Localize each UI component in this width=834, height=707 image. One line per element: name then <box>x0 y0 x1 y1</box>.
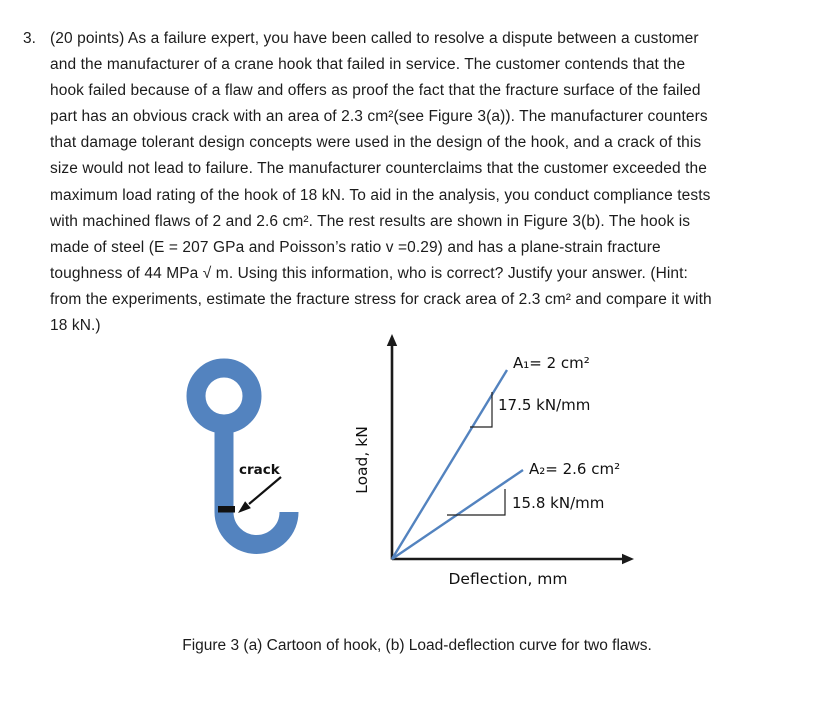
problem-number: 3. <box>23 30 36 47</box>
problem-line: part has an obvious crack with an area of 2.3 cm²(see Figure 3(a)). The manufacturer counters <box>50 108 708 126</box>
load-deflection-chart <box>340 332 650 594</box>
series-a2-label: A₂= 2.6 cm² <box>529 460 621 478</box>
series-a1-label: A₁= 2 cm² <box>513 354 590 372</box>
hook-eye-ring <box>196 368 252 424</box>
crack-label: crack <box>239 462 280 478</box>
hook-curve <box>224 512 289 545</box>
problem-line: toughness of 44 MPa √ m. Using this information, who is correct? Justify your answer. (Hint: <box>50 264 688 282</box>
slope-triangle-a1 <box>470 392 492 427</box>
problem-line: 18 kN.) <box>50 317 101 335</box>
hook-cartoon-figure <box>160 350 340 590</box>
problem-line: from the experiments, estimate the fracture stress for crack area of 2.3 cm² and compare it with <box>50 290 712 308</box>
y-axis-title: Load, kN <box>353 426 371 494</box>
problem-line: with machined flaws of 2 and 2.6 cm². The rest results are shown in Figure 3(b). The hook is <box>50 212 691 230</box>
problem-line: that damage tolerant design concepts were used in the design of the hook, and a crack of this <box>50 134 702 152</box>
problem-line: maximum load rating of the hook of 18 kN. To aid in the analysis, you conduct compliance tests <box>50 186 711 204</box>
problem-line: made of steel (E = 207 GPa and Poisson’s ratio v =0.29) and has a plane-strain fracture <box>50 238 661 256</box>
hook-shape <box>196 368 289 545</box>
y-axis-arrowhead-icon <box>387 334 397 346</box>
series-line-a1 <box>392 370 507 559</box>
x-axis-arrowhead-icon <box>622 554 634 564</box>
x-axis-title: Deflection, mm <box>448 570 568 588</box>
problem-line: hook failed because of a flaw and offers as proof the fact that the fracture surface of the failed <box>50 82 701 100</box>
problem-statement <box>50 26 810 339</box>
problem-line: and the manufacturer of a crane hook that failed in service. The customer contends that the <box>50 56 686 74</box>
series-a2-slope-label: 15.8 kN/mm <box>512 494 605 512</box>
figure-caption: Figure 3 (a) Cartoon of hook, (b) Load-deflection curve for two flaws. <box>182 637 652 654</box>
problem-line: (20 points) As a failure expert, you have been called to resolve a dispute between a customer <box>50 30 699 47</box>
crack-mark <box>218 506 235 513</box>
problem-line: size would not lead to failure. The manufacturer counterclaims that the customer exceeded the <box>50 160 707 178</box>
series-a1-slope-label: 17.5 kN/mm <box>498 396 591 414</box>
crack-arrow-line <box>249 477 281 504</box>
